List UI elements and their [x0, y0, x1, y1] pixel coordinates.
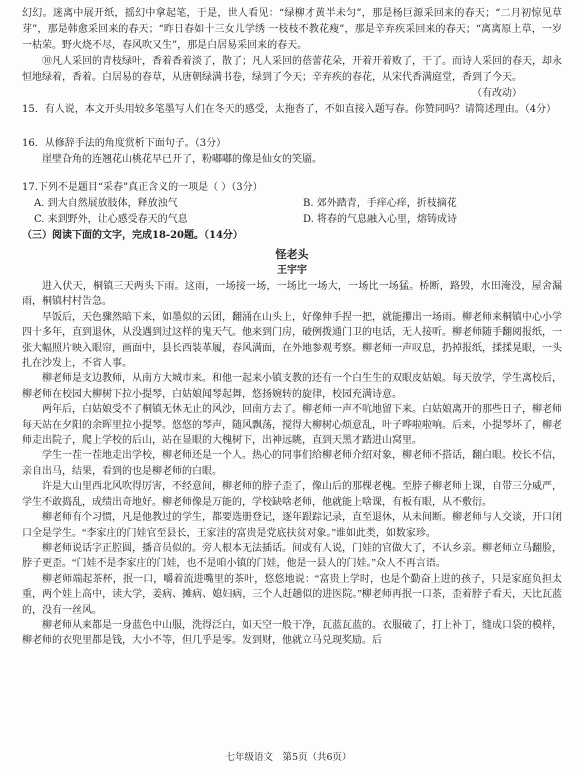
question-17-options [22, 196, 562, 228]
option-a: A. 到大自然展放肢体，释放浊气 [34, 198, 178, 209]
option-d: D. 将春的气息融入心里，熔铸成诗 [303, 214, 458, 225]
source-note: （有改动） [472, 88, 522, 99]
story-author: 王宇宇 [277, 265, 307, 276]
story-body [22, 279, 562, 649]
question-17-stem: 17.下列不是题目“采春”真正含义的一项是（ ）（3分） [22, 182, 263, 193]
question-16-sentence: 崖壁旮角的连翘花山桃花早已开了，粉嘟嘟的像是仙女的笑靥。 [42, 154, 322, 165]
story-paragraph: 柳老师有个习惯，凡是他教过的学生，都要选册登记，逐年跟踪记录，直至退休，从未间断。柳老师与人交谈，开口闭口全是学生。“李家庄的门娃官至县长，王家洼的富贵是党底扶贫对象。”谁如此类，如数家珍。 [22, 512, 562, 539]
section-heading: （三）阅读下面的文字，完成18-20题。（14分） [22, 230, 243, 241]
story-paragraph: 进入伏天，桐镇三天两头下雨。这雨，一场接一场，一场比一场大，一场比一场猛。桥断，路毁，水田淹没，屋舍漏雨，桐镇村村告急。 [22, 281, 562, 308]
question-15: 15．有人说，本文开头用较多笔墨写人们在冬天的感受，太拖沓了，不如直接入题写春。你赞同吗？请简述理由。（4分） [22, 104, 557, 115]
story-paragraph: 柳老师端起茶杯，抿一口，嚼着流进嘴里的茶叶，悠悠地说：“富贵上学时，也是个勤奋上进的孩子，只是家庭负担太重，两个娃上高中，读大学，姜病、摊病、媳妇病，三个人赶趟似的进医院。”柳老师再抿一口茶，歪着脖子看天，天比瓦蓝的，没有一丝风。 [22, 573, 562, 616]
story-paragraph: 学生一茬一茬地走出学校，柳老师还是一个人。热心的同事们给柳老师介绍对象，柳老师不搭话，翻白眼。校长不信，亲自出马，结果，看到的也是柳老师的白眼。 [22, 450, 562, 477]
story-paragraph: 柳老师从来都是一身蓝色中山服，洗得泛白，如天空一般干净，瓦蓝瓦蓝的。衣服破了，打上补丁，缝成口袋的模样，柳老师的衣兜里都是钱，大小不等，但几乎是零。发到财，他就立马兑现奖励。后 [22, 619, 562, 647]
reading-paragraph: ⑩凡人采回的青枝绿叶，香着香着淡了，散了；凡人采回的蓓蕾花朵，开着开着败了，干了。而诗人采回的春天，却永恒地绿着，香着。白居易的春草，从唐朝绿满书卷，绿到了今天；辛弃疾的春花，从宋代香满庭堂，香到了今天。 [22, 56, 562, 83]
story-paragraph: 两年后，白姑娘受不了桐镇无休无止的风沙，回南方去了。柳老师一声不吭地留下来。白姑娘离开的那些日子，柳老师每天站在夕阳的余晖里拉小提琴。悠悠的琴声，随风飘荡，搅得大柳树心烦意乱，叶子哗啦啦响。后来，小提琴坏了，柳老师走出院子，爬上学校的后山，站在显眼的大槐树下，出神远眺，直到天黑才踏进山窝里。 [22, 404, 562, 447]
option-c: C. 来到野外，让心感受春天的气息 [34, 214, 188, 225]
reading-paragraph: 幻幻。迷离中展开纸，摇幻中拿起笔，于是，世人看见：“绿柳才黄半未匀”，那是杨巨源采回来的春天；“二月初惊见草芽”，那是韩愈采回来的春天；“昨日春如十三女儿学绣 一枝枝不教花瘦”，那是辛弃疾采回来的春天；“离离原上草，一岁一枯荣。野火烧不尽，春风吹又生”，那是白居易采回来的春天。 [22, 8, 562, 51]
story-paragraph: 早饭后，天色骤然暗下来，如墨似的云团，翻涌在山头上，好像伸手捏一把，就能攥出一场雨。柳老师来桐镇中心小学四十多年，直到退休，从没遇到过这样的鬼天气。他来到门房，破例拨通门卫的电话，无人接听。柳老师随手翻阅报纸，一张大幅照片映入眼帘，画面中，县长西装革履，春风满面，在外地参观考察。柳老师一声叹息，扔掉报纸，揉揉晃眼，一头扎在沙发上，不省人事。 [22, 311, 562, 370]
page-footer: 七年级语文 第5页（共6页） [225, 752, 352, 763]
story-paragraph: 柳老师说话字正腔圆，播音员似的。旁人根本无法插话。间或有人说，门娃的官做大了，不认乡亲。柳老师立马翻脸，脖子更歪。“门娃不是李家庄的门娃，也不是咱小镇的门娃，他是一县人的门娃。”众人不再言语。 [22, 542, 562, 570]
story-paragraph: 柳老师是支边教师，从南方大城市来。和他一起来小镇支教的还有一个白生生的双眼皮姑娘。每天放学，学生离校后，柳老师在校园大柳树下拉小提琴，白姑娘闻琴起舞，悠扬婉转的旋律，校园充满诗意。 [22, 373, 562, 400]
story-title: 怪老头 [275, 248, 309, 261]
question-16-stem: 16．从修辞手法的角度赏析下面句子。（3分） [22, 138, 227, 149]
exam-page [22, 6, 562, 649]
story-paragraph: 许是大山里西北风吹得厉害，不经意间，柳老师的脖子歪了，像山后的那棵老槐。至脖子柳老师上课，自带三分威严，学生不敢捣乱，成绩出奇地好。柳老师像是万能的，学校缺啥老师，他就能上啥课，有板有眼，从不敷衍。 [22, 481, 562, 508]
option-b: B. 郊外踏青，手痒心痒，折枝摘花 [303, 198, 457, 209]
